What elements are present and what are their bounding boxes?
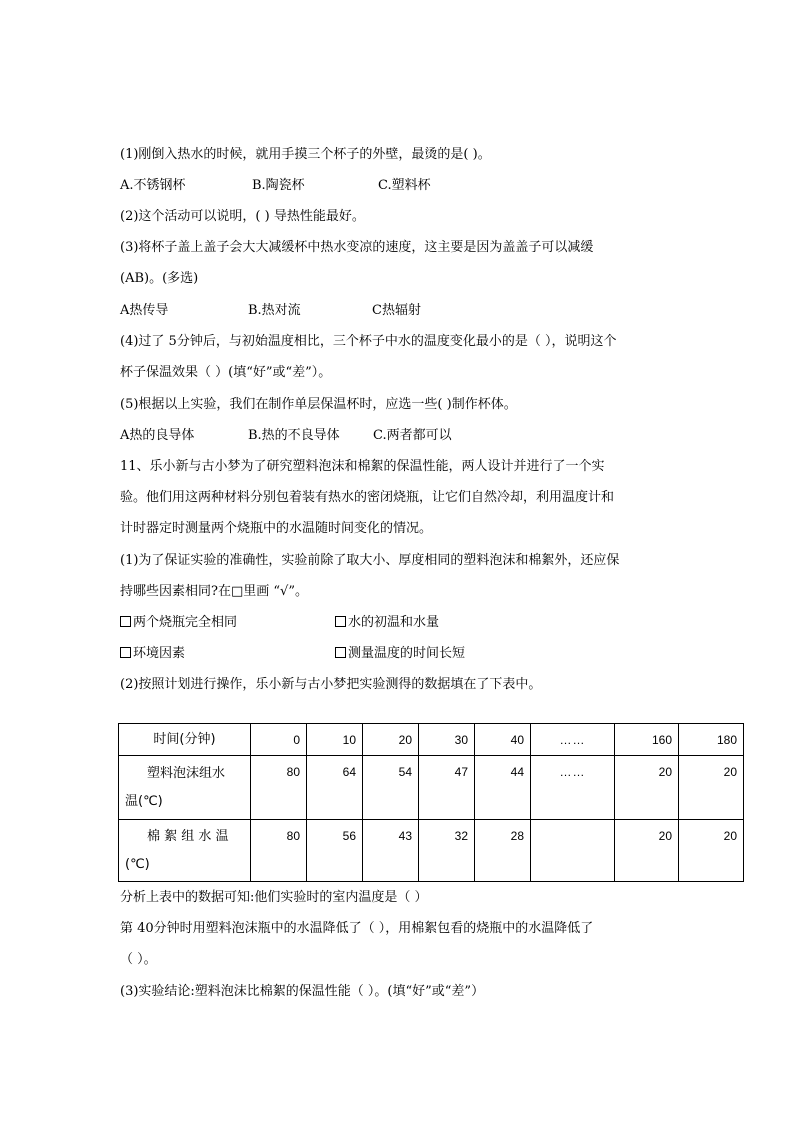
q11-room-temp-question: 分析上表中的数据可知:他们实验时的室内温度是（ ） xyxy=(120,890,428,905)
table-cell: 0 xyxy=(251,724,307,756)
q2-stem: (2)这个活动可以说明，( ) 导热性能最好。 xyxy=(120,209,365,224)
table-cell: 47 xyxy=(419,756,475,820)
table-row xyxy=(119,756,744,820)
q5-option-c: C.两者都可以 xyxy=(373,428,452,443)
q3-option-c: C热辐射 xyxy=(372,303,421,318)
q1-option-a: A.不锈钢杯 xyxy=(120,178,186,193)
checkbox-box[interactable] xyxy=(120,647,131,658)
q11-intro-line3: 计时器定时测量两个烧瓶中的水温随时间变化的情况。 xyxy=(120,521,433,536)
checkbox-label: 两个烧瓶完全相同 xyxy=(133,615,238,630)
table-cell: 160 xyxy=(615,724,679,756)
q11-intro-line2: 验。他们用这两种材料分别包着装有热水的密闭烧瓶，让它们自然冷却，利用温度计和 xyxy=(120,490,615,505)
q5-stem: (5)根据以上实验，我们在制作单层保温杯时，应选一些( )制作杯体。 xyxy=(120,397,517,412)
row-label-part: 塑料泡沫组水 xyxy=(147,765,226,781)
q11-sub3: (3)实验结论:塑料泡沫比棉絮的保温性能（ ）。(填“好”或“差”） xyxy=(120,984,485,999)
table-cell: 64 xyxy=(307,756,363,820)
q4-stem-line1: (4)过了 5分钟后，与初始温度相比，三个杯子中水的温度变化最小的是（ ），说明这个 xyxy=(120,334,617,349)
q1-stem: (1)刚倒入热水的时候，就用手摸三个杯子的外壁，最烫的是( )。 xyxy=(120,147,491,162)
table-cell: 40 xyxy=(475,724,531,756)
q1-option-c: C.塑料杯 xyxy=(378,178,431,193)
table-cell: 56 xyxy=(307,820,363,882)
q11-drop-question-line2: （ ）。 xyxy=(120,952,157,967)
checkbox-label: 水的初温和水量 xyxy=(348,615,440,630)
checkbox-item-flasks[interactable] xyxy=(120,615,237,631)
table-cell: 30 xyxy=(419,724,475,756)
q1-option-b: B.陶瓷杯 xyxy=(252,178,305,193)
table-cell: 80 xyxy=(251,820,307,882)
table-cell: …… xyxy=(531,756,615,820)
checkbox-box[interactable] xyxy=(335,647,346,658)
q3-stem-line2: (AB)。(多选) xyxy=(120,271,199,286)
q11-drop-question-line1: 第 40分钟时用塑料泡沫瓶中的水温降低了（ ），用棉絮包看的烧瓶中的水温降低了 xyxy=(120,921,594,936)
q3-option-a: A热传导 xyxy=(120,303,169,318)
data-table xyxy=(118,723,744,882)
table-row-label xyxy=(119,820,251,882)
table-header-label: 时间(分钟) xyxy=(119,724,251,756)
table-cell: 32 xyxy=(419,820,475,882)
row-label-part: (℃) xyxy=(125,856,150,872)
table-cell: 54 xyxy=(363,756,419,820)
table-cell: 20 xyxy=(679,756,744,820)
table-row xyxy=(119,820,744,882)
table-cell: 43 xyxy=(363,820,419,882)
q4-stem-line2: 杯子保温效果（ ）(填“好”或“差”）。 xyxy=(120,365,332,380)
checkbox-item-water[interactable] xyxy=(335,615,439,631)
checkbox-box[interactable] xyxy=(335,616,346,627)
checkbox-label: 环境因素 xyxy=(133,646,186,661)
q11-intro-line1: 11、乐小新与古小梦为了研究塑料泡沫和棉絮的保温性能，两人设计并进行了一个实 xyxy=(120,459,605,474)
q3-stem-line1: (3)将杯子盖上盖子会大大减缓杯中热水变凉的速度，这主要是因为盖盖子可以减缓 xyxy=(120,240,594,255)
table-cell: 10 xyxy=(307,724,363,756)
q11-sub2: (2)按照计划进行操作，乐小新与古小梦把实验测得的数据填在了下表中。 xyxy=(120,677,542,692)
table-cell: 20 xyxy=(679,820,744,882)
row-label-part: 棉 絮 组 水 温 xyxy=(147,828,229,844)
row-label-part: 温(℃) xyxy=(125,793,163,809)
q5-option-a: A热的良导体 xyxy=(120,428,195,443)
table-row xyxy=(119,724,744,756)
table-cell: 20 xyxy=(615,820,679,882)
table-cell: 28 xyxy=(475,820,531,882)
table-cell: 180 xyxy=(679,724,744,756)
table-cell: 44 xyxy=(475,756,531,820)
q11-sub1-line2: 持哪些因素相同?在□里画 “√”。 xyxy=(120,584,308,599)
table-cell: 20 xyxy=(615,756,679,820)
table-cell: 20 xyxy=(363,724,419,756)
checkbox-item-timing[interactable] xyxy=(335,646,465,662)
table-row-label xyxy=(119,756,251,820)
table-cell: …… xyxy=(531,724,615,756)
table-cell xyxy=(531,820,615,882)
table-cell: 80 xyxy=(251,756,307,820)
q11-sub1-line1: (1)为了保证实验的准确性，实验前除了取大小、厚度相同的塑料泡沫和棉絮外，还应保 xyxy=(120,553,620,568)
q3-option-b: B.热对流 xyxy=(248,303,301,318)
q5-option-b: B.热的不良导体 xyxy=(248,428,340,443)
checkbox-item-environment[interactable] xyxy=(120,646,185,662)
checkbox-label: 测量温度的时间长短 xyxy=(348,646,466,661)
checkbox-box[interactable] xyxy=(120,616,131,627)
